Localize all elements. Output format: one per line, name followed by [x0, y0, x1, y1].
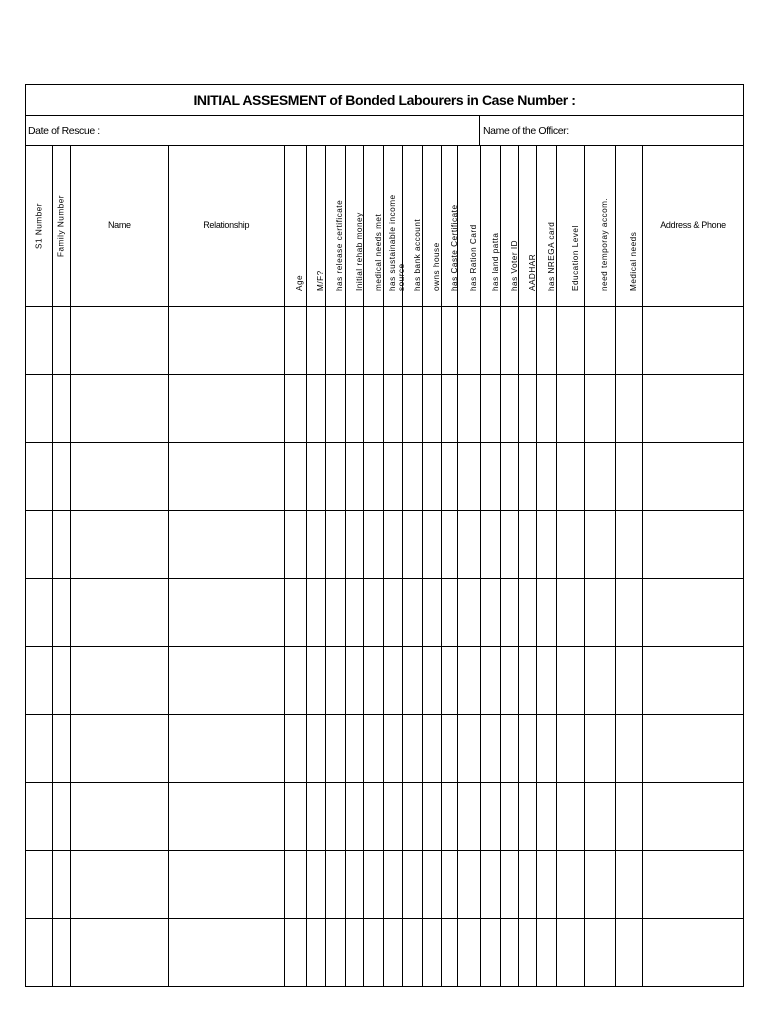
col-header-sustainable-income: has sustainable income source: [384, 146, 403, 307]
table-cell[interactable]: [364, 851, 384, 919]
table-cell[interactable]: [325, 511, 345, 579]
table-cell[interactable]: [325, 783, 345, 851]
col-header-mf: M/F?: [306, 146, 325, 307]
table-cell[interactable]: [345, 647, 364, 715]
info-divider: [479, 116, 480, 145]
table-cell[interactable]: [364, 307, 384, 375]
table-cell[interactable]: [168, 511, 284, 579]
table-cell[interactable]: [537, 511, 557, 579]
table-cell[interactable]: [70, 851, 168, 919]
col-header-sl-number: S1 Number: [26, 146, 53, 307]
table-cell[interactable]: [284, 511, 306, 579]
table-cell[interactable]: [616, 307, 643, 375]
table-cell[interactable]: [345, 307, 364, 375]
table-cell[interactable]: [442, 851, 458, 919]
table-cell[interactable]: [52, 715, 70, 783]
table-cell[interactable]: [52, 375, 70, 443]
table-cell[interactable]: [364, 375, 384, 443]
table-cell[interactable]: [284, 579, 306, 647]
table-cell[interactable]: [519, 851, 537, 919]
table-cell[interactable]: [481, 307, 501, 375]
col-header-education-level: Education Level: [557, 146, 585, 307]
table-cell[interactable]: [423, 715, 442, 783]
table-cell[interactable]: [585, 375, 616, 443]
table-cell[interactable]: [442, 715, 458, 783]
table-cell[interactable]: [325, 443, 345, 511]
table-cell[interactable]: [52, 579, 70, 647]
col-header-caste-certificate: has Caste Certificate: [442, 146, 458, 307]
table-cell[interactable]: [643, 851, 744, 919]
table-cell[interactable]: [537, 443, 557, 511]
col-header-temporary-accom: need temporay accom.: [585, 146, 616, 307]
col-header-medical-needs: Medical needs: [616, 146, 643, 307]
table-cell[interactable]: [537, 715, 557, 783]
table-cell[interactable]: [423, 783, 442, 851]
table-cell[interactable]: [52, 511, 70, 579]
table-cell[interactable]: [168, 307, 284, 375]
table-cell[interactable]: [306, 375, 325, 443]
table-cell[interactable]: [481, 783, 501, 851]
table-cell[interactable]: [481, 579, 501, 647]
table-cell[interactable]: [501, 375, 519, 443]
table-cell[interactable]: [423, 919, 442, 987]
table-cell[interactable]: [70, 511, 168, 579]
table-cell[interactable]: [284, 647, 306, 715]
table-row: [26, 511, 744, 579]
table-row: [26, 579, 744, 647]
table-cell[interactable]: [26, 579, 53, 647]
table-cell[interactable]: [168, 579, 284, 647]
table-cell[interactable]: [585, 783, 616, 851]
col-header-bank-account: has bank account: [403, 146, 423, 307]
table-cell[interactable]: [345, 783, 364, 851]
col-header-voter-id: has Voter ID: [501, 146, 519, 307]
table-row: [26, 715, 744, 783]
table-cell[interactable]: [52, 307, 70, 375]
table-cell[interactable]: [643, 375, 744, 443]
form-title: INITIAL ASSESMENT of Bonded Labourers in Case Number :: [25, 84, 744, 116]
table-cell[interactable]: [481, 715, 501, 783]
table-row: [26, 647, 744, 715]
table-cell[interactable]: [643, 579, 744, 647]
table-cell[interactable]: [52, 851, 70, 919]
table-cell[interactable]: [423, 375, 442, 443]
table-cell[interactable]: [52, 783, 70, 851]
table-cell[interactable]: [616, 579, 643, 647]
table-cell[interactable]: [557, 647, 585, 715]
table-cell[interactable]: [481, 919, 501, 987]
table-cell[interactable]: [501, 511, 519, 579]
col-header-land-patta: has land patta: [481, 146, 501, 307]
table-cell[interactable]: [306, 647, 325, 715]
table-cell[interactable]: [423, 443, 442, 511]
table-cell[interactable]: [306, 511, 325, 579]
table-cell[interactable]: [70, 443, 168, 511]
date-of-rescue-label: Date of Rescue :: [28, 124, 100, 137]
table-cell[interactable]: [384, 307, 403, 375]
table-cell[interactable]: [284, 307, 306, 375]
table-cell[interactable]: [501, 443, 519, 511]
table-cell[interactable]: [364, 783, 384, 851]
table-cell[interactable]: [284, 783, 306, 851]
table-cell[interactable]: [481, 443, 501, 511]
table-cell[interactable]: [384, 919, 403, 987]
table-cell[interactable]: [306, 579, 325, 647]
table-cell[interactable]: [557, 579, 585, 647]
table-cell[interactable]: [501, 579, 519, 647]
table-cell[interactable]: [519, 647, 537, 715]
table-row: [26, 919, 744, 987]
table-cell[interactable]: [557, 375, 585, 443]
assessment-form: [25, 84, 744, 988]
table-cell[interactable]: [585, 919, 616, 987]
table-cell[interactable]: [384, 647, 403, 715]
table-cell[interactable]: [52, 647, 70, 715]
table-cell[interactable]: [345, 511, 364, 579]
table-cell[interactable]: [345, 375, 364, 443]
table-cell[interactable]: [585, 443, 616, 511]
table-cell[interactable]: [403, 919, 423, 987]
table-cell[interactable]: [364, 919, 384, 987]
table-cell[interactable]: [403, 375, 423, 443]
table-cell[interactable]: [458, 307, 481, 375]
table-cell[interactable]: [168, 919, 284, 987]
table-cell[interactable]: [557, 715, 585, 783]
table-cell[interactable]: [52, 443, 70, 511]
table-cell[interactable]: [643, 511, 744, 579]
table-cell[interactable]: [501, 783, 519, 851]
table-cell[interactable]: [306, 443, 325, 511]
table-cell[interactable]: [403, 715, 423, 783]
table-cell[interactable]: [403, 307, 423, 375]
table-cell[interactable]: [70, 715, 168, 783]
table-cell[interactable]: [364, 715, 384, 783]
table-cell[interactable]: [403, 851, 423, 919]
table-cell[interactable]: [26, 375, 53, 443]
table-cell[interactable]: [384, 375, 403, 443]
col-header-address-phone: Address & Phone: [643, 146, 744, 307]
table-cell[interactable]: [168, 715, 284, 783]
labourer-table: [25, 145, 744, 987]
table-cell[interactable]: [26, 715, 53, 783]
table-cell[interactable]: [458, 443, 481, 511]
table-cell[interactable]: [643, 647, 744, 715]
table-cell[interactable]: [345, 919, 364, 987]
table-cell[interactable]: [364, 511, 384, 579]
table-cell[interactable]: [384, 783, 403, 851]
table-cell[interactable]: [442, 579, 458, 647]
table-cell[interactable]: [537, 647, 557, 715]
table-row: [26, 307, 744, 375]
col-header-owns-house: owns house: [423, 146, 442, 307]
table-cell[interactable]: [501, 919, 519, 987]
table-cell[interactable]: [384, 579, 403, 647]
table-cell[interactable]: [284, 919, 306, 987]
table-body: [26, 307, 744, 987]
table-row: [26, 375, 744, 443]
table-cell[interactable]: [442, 511, 458, 579]
table-cell[interactable]: [643, 443, 744, 511]
table-cell[interactable]: [442, 375, 458, 443]
table-cell[interactable]: [501, 851, 519, 919]
col-header-relationship: Relationship: [168, 146, 284, 307]
table-cell[interactable]: [70, 919, 168, 987]
table-cell[interactable]: [284, 715, 306, 783]
table-cell[interactable]: [537, 851, 557, 919]
table-cell[interactable]: [384, 511, 403, 579]
table-cell[interactable]: [70, 579, 168, 647]
table-cell[interactable]: [306, 851, 325, 919]
table-cell[interactable]: [519, 511, 537, 579]
table-cell[interactable]: [384, 851, 403, 919]
table-cell[interactable]: [616, 375, 643, 443]
table-cell[interactable]: [519, 715, 537, 783]
table-cell[interactable]: [616, 511, 643, 579]
table-cell[interactable]: [616, 783, 643, 851]
table-cell[interactable]: [345, 443, 364, 511]
table-cell[interactable]: [501, 307, 519, 375]
table-cell[interactable]: [519, 443, 537, 511]
table-cell[interactable]: [325, 851, 345, 919]
table-cell[interactable]: [481, 851, 501, 919]
table-row: [26, 851, 744, 919]
table-cell[interactable]: [537, 375, 557, 443]
table-cell[interactable]: [585, 715, 616, 783]
table-cell[interactable]: [458, 579, 481, 647]
table-cell[interactable]: [616, 919, 643, 987]
table-cell[interactable]: [442, 783, 458, 851]
table-cell[interactable]: [26, 851, 53, 919]
header-row: [26, 146, 744, 307]
col-header-aadhar: AADHAR: [519, 146, 537, 307]
table-cell[interactable]: [458, 919, 481, 987]
table-cell[interactable]: [306, 783, 325, 851]
table-cell[interactable]: [501, 647, 519, 715]
table-cell[interactable]: [519, 783, 537, 851]
table-cell[interactable]: [26, 919, 53, 987]
col-header-family-number: Family Number: [52, 146, 70, 307]
table-cell[interactable]: [442, 919, 458, 987]
table-cell[interactable]: [481, 511, 501, 579]
table-cell[interactable]: [168, 375, 284, 443]
table-cell[interactable]: [458, 783, 481, 851]
table-cell[interactable]: [325, 919, 345, 987]
table-cell[interactable]: [306, 307, 325, 375]
col-header-name: Name: [70, 146, 168, 307]
table-cell[interactable]: [585, 851, 616, 919]
table-cell[interactable]: [423, 307, 442, 375]
table-cell[interactable]: [519, 307, 537, 375]
table-cell[interactable]: [537, 919, 557, 987]
table-cell[interactable]: [325, 715, 345, 783]
table-cell[interactable]: [26, 783, 53, 851]
table-cell[interactable]: [403, 647, 423, 715]
table-cell[interactable]: [481, 375, 501, 443]
table-cell[interactable]: [557, 783, 585, 851]
table-cell[interactable]: [306, 715, 325, 783]
table-cell[interactable]: [643, 307, 744, 375]
table-cell[interactable]: [458, 647, 481, 715]
table-cell[interactable]: [384, 715, 403, 783]
table-cell[interactable]: [537, 579, 557, 647]
table-cell[interactable]: [519, 919, 537, 987]
col-header-age: Age: [284, 146, 306, 307]
table-cell[interactable]: [325, 579, 345, 647]
table-cell[interactable]: [557, 851, 585, 919]
table-cell[interactable]: [585, 647, 616, 715]
table-cell[interactable]: [643, 783, 744, 851]
table-cell[interactable]: [458, 715, 481, 783]
table-cell[interactable]: [616, 851, 643, 919]
table-cell[interactable]: [557, 511, 585, 579]
table-cell[interactable]: [458, 511, 481, 579]
table-cell[interactable]: [70, 783, 168, 851]
table-cell[interactable]: [70, 375, 168, 443]
table-cell[interactable]: [345, 579, 364, 647]
table-cell[interactable]: [168, 647, 284, 715]
table-cell[interactable]: [26, 443, 53, 511]
table-cell[interactable]: [537, 307, 557, 375]
table-cell[interactable]: [423, 851, 442, 919]
table-cell[interactable]: [306, 919, 325, 987]
table-cell[interactable]: [501, 715, 519, 783]
table-cell[interactable]: [423, 579, 442, 647]
table-cell[interactable]: [325, 647, 345, 715]
table-cell[interactable]: [325, 307, 345, 375]
info-row: [25, 115, 744, 146]
table-row: [26, 783, 744, 851]
table-cell[interactable]: [403, 511, 423, 579]
table-cell[interactable]: [403, 443, 423, 511]
table-cell[interactable]: [403, 579, 423, 647]
table-row: [26, 443, 744, 511]
table-cell[interactable]: [519, 579, 537, 647]
col-header-release-certificate: has release certificate: [325, 146, 345, 307]
officer-name-label: Name of the Officer:: [483, 124, 569, 137]
table-cell[interactable]: [70, 647, 168, 715]
table-cell[interactable]: [458, 375, 481, 443]
table-cell[interactable]: [26, 307, 53, 375]
table-cell[interactable]: [52, 919, 70, 987]
table-cell[interactable]: [557, 443, 585, 511]
table-cell[interactable]: [423, 511, 442, 579]
table-cell[interactable]: [364, 647, 384, 715]
table-cell[interactable]: [284, 375, 306, 443]
table-cell[interactable]: [585, 579, 616, 647]
table-cell[interactable]: [643, 715, 744, 783]
col-header-nrega-card: has NREGA card: [537, 146, 557, 307]
table-cell[interactable]: [364, 443, 384, 511]
table-cell[interactable]: [168, 783, 284, 851]
table-cell[interactable]: [345, 715, 364, 783]
table-cell[interactable]: [557, 307, 585, 375]
table-cell[interactable]: [168, 851, 284, 919]
table-cell[interactable]: [168, 443, 284, 511]
col-header-ration-card: has Ration Card: [458, 146, 481, 307]
table-cell[interactable]: [616, 647, 643, 715]
col-header-medical-needs-met: medical needs met: [364, 146, 384, 307]
table-cell[interactable]: [26, 647, 53, 715]
table-cell[interactable]: [616, 715, 643, 783]
table-cell[interactable]: [458, 851, 481, 919]
col-header-initial-rehab-money: Initial rehab money: [345, 146, 364, 307]
table-cell[interactable]: [442, 647, 458, 715]
table-cell[interactable]: [284, 443, 306, 511]
table-cell[interactable]: [325, 375, 345, 443]
table-cell[interactable]: [643, 919, 744, 987]
table-cell[interactable]: [557, 919, 585, 987]
table-cell[interactable]: [70, 307, 168, 375]
table-cell[interactable]: [403, 783, 423, 851]
table-cell[interactable]: [585, 307, 616, 375]
table-cell[interactable]: [26, 511, 53, 579]
table-cell[interactable]: [481, 647, 501, 715]
table-cell[interactable]: [423, 647, 442, 715]
table-cell[interactable]: [442, 443, 458, 511]
table-cell[interactable]: [537, 783, 557, 851]
table-cell[interactable]: [364, 579, 384, 647]
table-cell[interactable]: [442, 307, 458, 375]
table-cell[interactable]: [284, 851, 306, 919]
table-cell[interactable]: [345, 851, 364, 919]
table-cell[interactable]: [519, 375, 537, 443]
table-cell[interactable]: [616, 443, 643, 511]
table-cell[interactable]: [384, 443, 403, 511]
table-cell[interactable]: [585, 511, 616, 579]
